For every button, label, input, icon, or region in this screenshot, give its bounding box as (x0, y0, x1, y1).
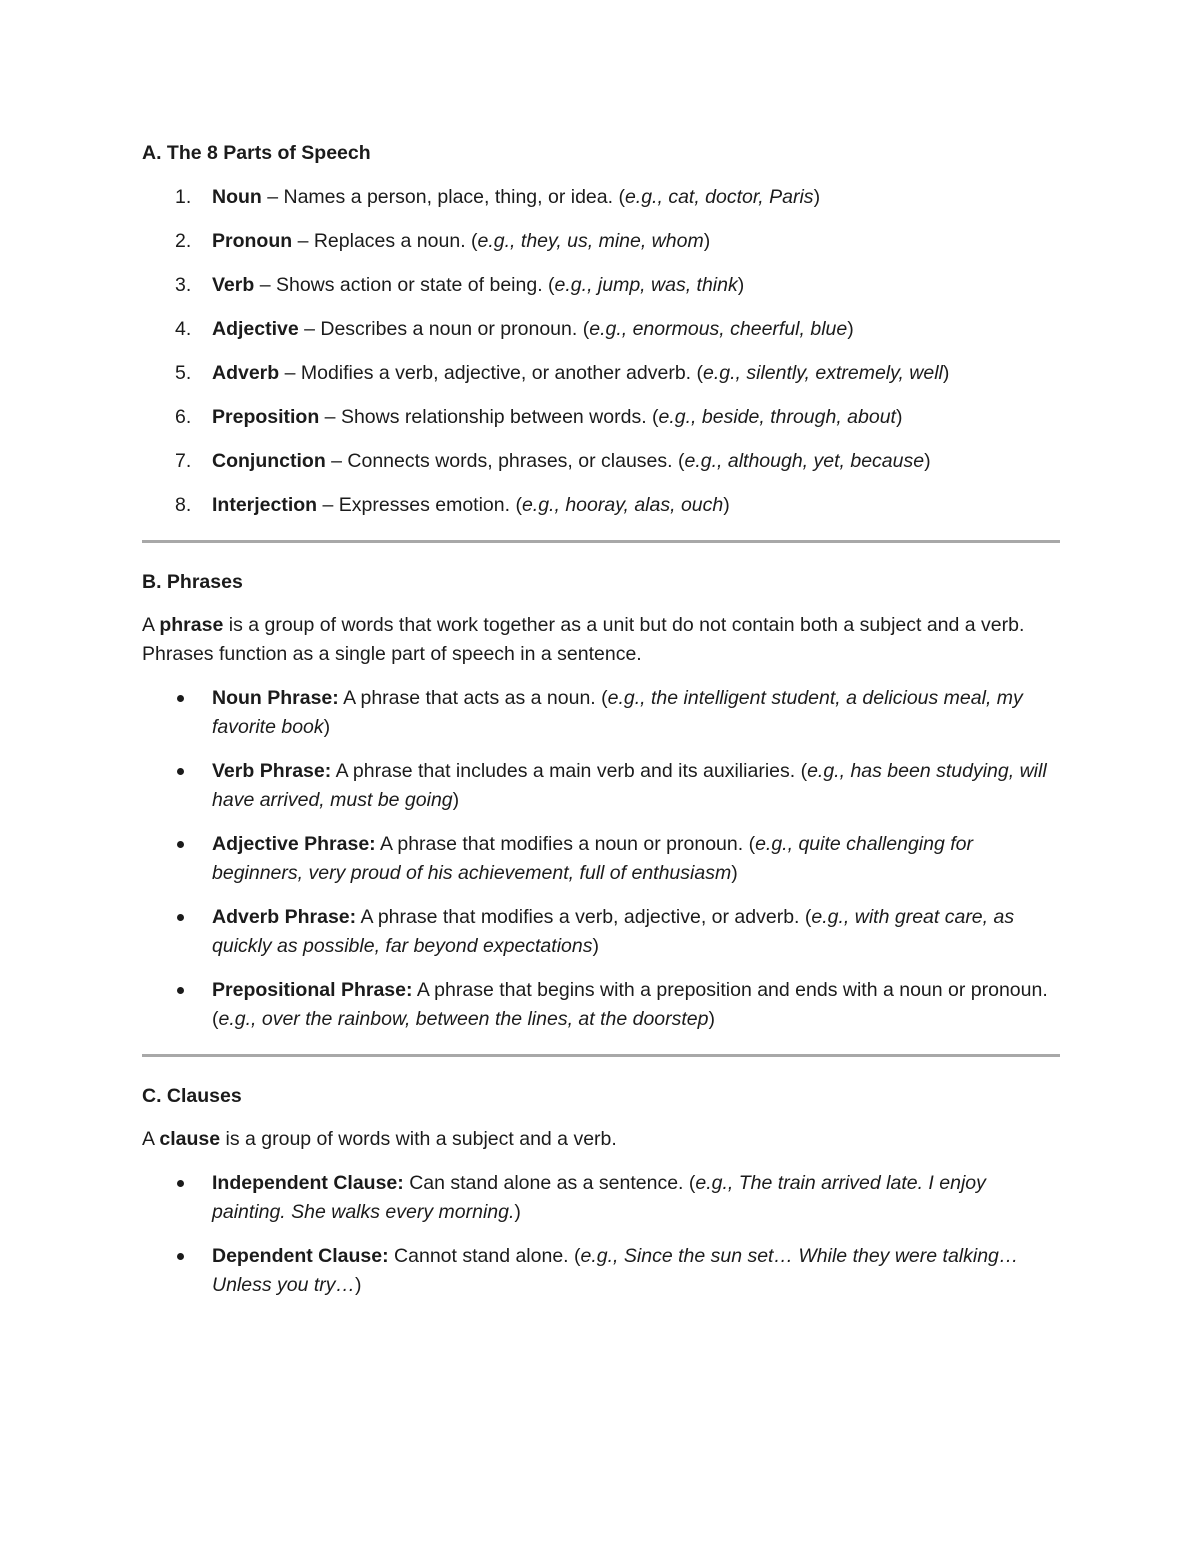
bullet-icon (177, 768, 184, 775)
list-item: 1. Noun – Names a person, place, thing, or idea. (e.g., cat, doctor, Paris) (175, 186, 821, 208)
section-a-title: A. The 8 Parts of Speech (142, 142, 371, 164)
list-item: 8. Interjection – Expresses emotion. (e.g., hooray, alas, ouch) (175, 494, 730, 516)
list-item: 6. Preposition – Shows relationship between words. (e.g., beside, through, about) (175, 406, 903, 428)
document-page (142, 138, 1060, 1315)
bullet-icon (177, 1180, 184, 1187)
list-item: 5. Adverb – Modifies a verb, adjective, or another adverb. (e.g., silently, extremely, well) (175, 362, 950, 384)
bullet-icon (177, 695, 184, 702)
list-item: Adverb Phrase: A phrase that modifies a verb, adjective, or adverb. (e.g., with great care, as quickly as possible, far beyond expectations) (142, 903, 1060, 961)
clause-types-list (142, 1169, 1060, 1300)
list-item: 2. Pronoun – Replaces a noun. (e.g., they, us, mine, whom) (175, 230, 711, 252)
bullet-icon (177, 914, 184, 921)
section-b-title: B. Phrases (142, 571, 243, 593)
bullet-icon (177, 1253, 184, 1260)
phrase-definition: A phrase is a group of words that work together as a unit but do not contain both a subject and a verb. Phrases function as a single part of speech in a sentence. (142, 614, 1025, 665)
list-item: Verb Phrase: A phrase that includes a main verb and its auxiliaries. (e.g., has been studying, will have arrived, must be going) (142, 757, 1060, 815)
list-item: Adjective Phrase: A phrase that modifies a noun or pronoun. (e.g., quite challenging for beginners, very proud of his achievement, full of enthusiasm) (142, 830, 1060, 888)
phrase-types-list (142, 684, 1060, 1034)
bullet-icon (177, 987, 184, 994)
section-divider (142, 540, 1060, 543)
list-item: Prepositional Phrase: A phrase that begins with a preposition and ends with a noun or pronoun. (e.g., over the rainbow, between the lines, at the doorstep) (142, 976, 1060, 1034)
parts-of-speech-list (142, 183, 1060, 520)
list-item: Dependent Clause: Cannot stand alone. (e.g., Since the sun set… While they were talking… Unless you try…) (142, 1242, 1060, 1300)
list-item: Noun Phrase: A phrase that acts as a noun. (e.g., the intelligent student, a delicious meal, my favorite book) (142, 684, 1060, 742)
clause-definition: A clause is a group of words with a subject and a verb. (142, 1128, 617, 1150)
list-item: 3. Verb – Shows action or state of being. (e.g., jump, was, think) (175, 274, 745, 296)
list-item: 4. Adjective – Describes a noun or pronoun. (e.g., enormous, cheerful, blue) (175, 318, 854, 340)
section-divider (142, 1054, 1060, 1057)
section-c-title: C. Clauses (142, 1085, 242, 1107)
list-item: Independent Clause: Can stand alone as a sentence. (e.g., The train arrived late. I enjoy painting. She walks every morning.) (142, 1169, 1060, 1227)
list-item: 7. Conjunction – Connects words, phrases, or clauses. (e.g., although, yet, because) (175, 450, 931, 472)
bullet-icon (177, 841, 184, 848)
